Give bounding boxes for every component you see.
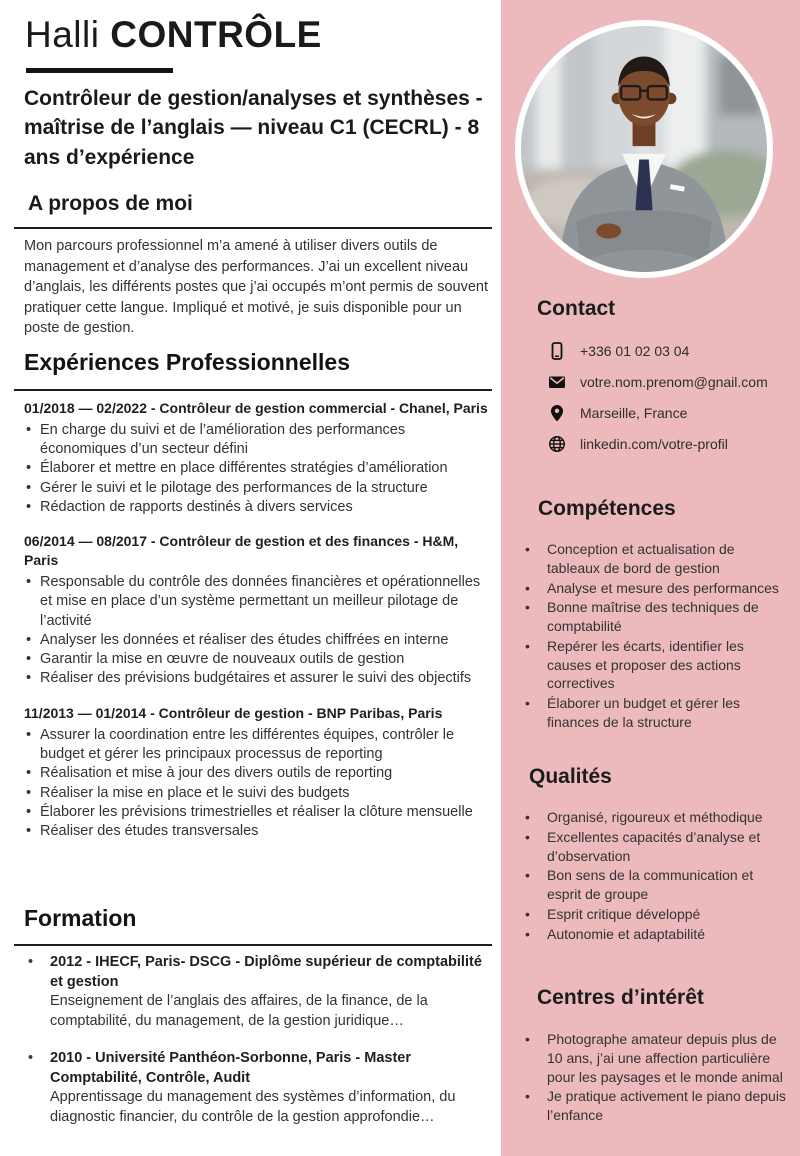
bullet-icon: •	[525, 1031, 530, 1047]
interets-list	[525, 1030, 789, 1126]
job-bullet: • En charge du suivi et de l’amélioration des performances économiques d’un secteur défini	[24, 421, 492, 460]
globe-icon	[548, 435, 566, 453]
job-bullet: • Assurer la coordination entre les différentes équipes, contrôler le budget et gérer les principaux processus de reporting	[24, 726, 492, 765]
bullet-icon: •	[26, 574, 32, 591]
bullet-icon: •	[525, 637, 530, 654]
job-bullet: • Réaliser la mise en place et le suivi des budgets	[24, 784, 492, 803]
list-item: • Repérer les écarts, identifier les causes et proposer des actions correctives	[525, 637, 744, 692]
divider	[14, 944, 492, 946]
bullet-icon: •	[26, 765, 32, 782]
email-address[interactable]: votre.nom.prenom@gnail.com	[580, 374, 768, 390]
bullet-icon: •	[525, 1088, 530, 1105]
bullet-icon: •	[525, 579, 530, 596]
formation-description: Enseignement de l’anglais des affaires, de la finance, de la comptabilité, du management, de la gestion juridique…	[50, 993, 428, 1030]
bullet-icon: •	[26, 784, 32, 801]
formation-description: Apprentissage du management des systèmes d’information, du diagnostic financier, du contrôle de la gestion approfondie…	[50, 1089, 456, 1126]
job-entry	[24, 704, 492, 842]
candidate-name	[25, 14, 322, 56]
contact-list	[548, 342, 794, 466]
bullet-icon: •	[28, 1049, 34, 1066]
bullet-icon: •	[26, 421, 32, 438]
contact-email	[548, 373, 794, 391]
formation-entry	[24, 1049, 492, 1128]
divider	[14, 389, 492, 391]
list-item: • Bon sens de la communication et esprit de groupe	[525, 867, 754, 902]
job-bullet: • Rédaction de rapports destinés à divers services	[24, 498, 492, 517]
bullet-icon: •	[525, 925, 530, 942]
bullet-icon: •	[26, 670, 32, 687]
job-bullet: • Garantir la mise en œuvre de nouveaux outils de gestion	[24, 650, 492, 669]
qualites-heading: Qualités	[529, 765, 612, 788]
job-bullet: • Responsable du contrôle des données financières et opérationnelles et mise en place d’un système permettant un meilleur pilotage de l’activité	[24, 573, 492, 631]
bullet-icon: •	[525, 695, 530, 711]
job-bullet: • Analyser les données et réaliser des études chiffrées en interne	[24, 631, 492, 650]
phone-icon	[548, 342, 566, 360]
list-item: • Bonne maîtrise des techniques de comptabilité	[525, 599, 759, 634]
bullet-icon: •	[26, 460, 32, 477]
experience-heading: Expériences Professionnelles	[24, 349, 350, 375]
interets-heading: Centres d’intérêt	[537, 986, 704, 1009]
contact-location	[548, 404, 794, 422]
bullet-icon: •	[26, 651, 32, 668]
list-item: • Excellentes capacités d’analyse et d’observation	[525, 828, 761, 864]
list-item: • Photographe amateur depuis plus de 10 ans, j’ai une affection particulière pour les paysages et le monde animal	[525, 1031, 783, 1085]
experience-section	[24, 399, 492, 856]
formation-section	[24, 953, 492, 1145]
list-item: • Conception et actualisation de tableaux de bord de gestion	[525, 541, 735, 576]
bullet-icon: •	[26, 631, 32, 648]
profile-photo	[515, 20, 773, 278]
linkedin-url[interactable]: linkedin.com/votre-profil	[580, 436, 728, 452]
qualites-list	[525, 808, 789, 944]
job-bullet: • Gérer le suivi et le pilotage des performances de la structure	[24, 479, 492, 498]
contact-linkedin	[548, 435, 794, 453]
last-name: CONTRÔLE	[110, 14, 322, 55]
phone-number: +336 01 02 03 04	[580, 343, 690, 359]
bullet-icon: •	[28, 954, 34, 970]
bullet-icon: •	[26, 726, 32, 743]
list-item: • Élaborer un budget et gérer les finances de la structure	[525, 695, 741, 730]
bullet-icon: •	[26, 479, 32, 496]
job-headline: Contrôleur de gestion/analyses et synthèses - maîtrise de l’anglais — niveau C1 (CECRL) - 8 ans d’expérience	[24, 87, 483, 169]
divider	[14, 227, 492, 229]
bullet-icon: •	[525, 599, 530, 616]
list-item: • Organisé, rigoureux et méthodique	[525, 809, 763, 825]
bullet-icon: •	[525, 828, 530, 845]
formation-title: 2012 - IHECF, Paris- DSCG - Diplôme supérieur de comptabilité et gestion	[50, 954, 482, 990]
bullet-icon: •	[525, 867, 530, 884]
formation-title: 2010 - Université Panthéon-Sorbonne, Paris - Master Comptabilité, Contrôle, Audit	[50, 1049, 411, 1086]
formation-heading: Formation	[24, 905, 137, 931]
bullet-icon: •	[525, 809, 530, 825]
job-bullet: • Élaborer et mettre en place différentes stratégies d’amélioration	[24, 459, 492, 478]
contact-heading: Contact	[537, 297, 616, 320]
about-heading: A propos de moi	[28, 192, 193, 215]
location-text: Marseille, France	[580, 405, 688, 421]
contact-phone	[548, 342, 794, 360]
job-bullet: • Réaliser des études transversales	[24, 822, 492, 841]
name-underline	[26, 68, 173, 73]
bullet-icon: •	[26, 499, 32, 516]
bullet-icon: •	[525, 905, 530, 922]
competences-heading: Compétences	[538, 497, 676, 520]
job-bullet: • Élaborer les prévisions trimestrielles et réaliser la clôture mensuelle	[24, 803, 492, 822]
job-title: 01/2018 — 02/2022 - Contrôleur de gestion commercial - Chanel, Paris	[24, 400, 488, 416]
list-item: • Autonomie et adaptabilité	[525, 925, 705, 942]
bullet-icon: •	[26, 823, 32, 840]
first-name: Halli	[25, 14, 100, 55]
bullet-icon: •	[26, 803, 32, 820]
about-text: Mon parcours professionnel m’a amené à utiliser divers outils de management et d’analyse des performances. J’ai un excellent niveau d’anglais, les différents postes que j’ai occupés m’ont permis de souvent pratiquer cette langue. Impliqué et motivé, je suis disponible pour un poste de gestion.	[24, 238, 488, 337]
formation-entry	[24, 953, 492, 1032]
list-item: • Je pratique activement le piano depuis l’enfance	[525, 1088, 786, 1123]
email-icon	[548, 373, 566, 391]
job-bullet: • Réaliser des prévisions budgétaires et assurer le suivi des objectifs	[24, 669, 492, 688]
job-bullet: • Réalisation et mise à jour des divers outils de reporting	[24, 764, 492, 783]
profile-photo-illustration	[521, 26, 767, 272]
sidebar	[501, 0, 800, 1156]
job-entry	[24, 532, 492, 688]
job-entry	[24, 399, 492, 517]
job-title: 11/2013 — 01/2014 - Contrôleur de gestion - BNP Paribas, Paris	[24, 704, 443, 721]
bullet-icon: •	[525, 541, 530, 557]
location-icon	[548, 404, 566, 422]
job-title: 06/2014 — 08/2017 - Contrôleur de gestion et des finances - H&M, Paris	[24, 533, 459, 569]
list-item: • Esprit critique développé	[525, 905, 701, 922]
main-column	[24, 0, 492, 1156]
competences-list	[525, 540, 789, 733]
list-item: • Analyse et mesure des performances	[525, 579, 779, 596]
